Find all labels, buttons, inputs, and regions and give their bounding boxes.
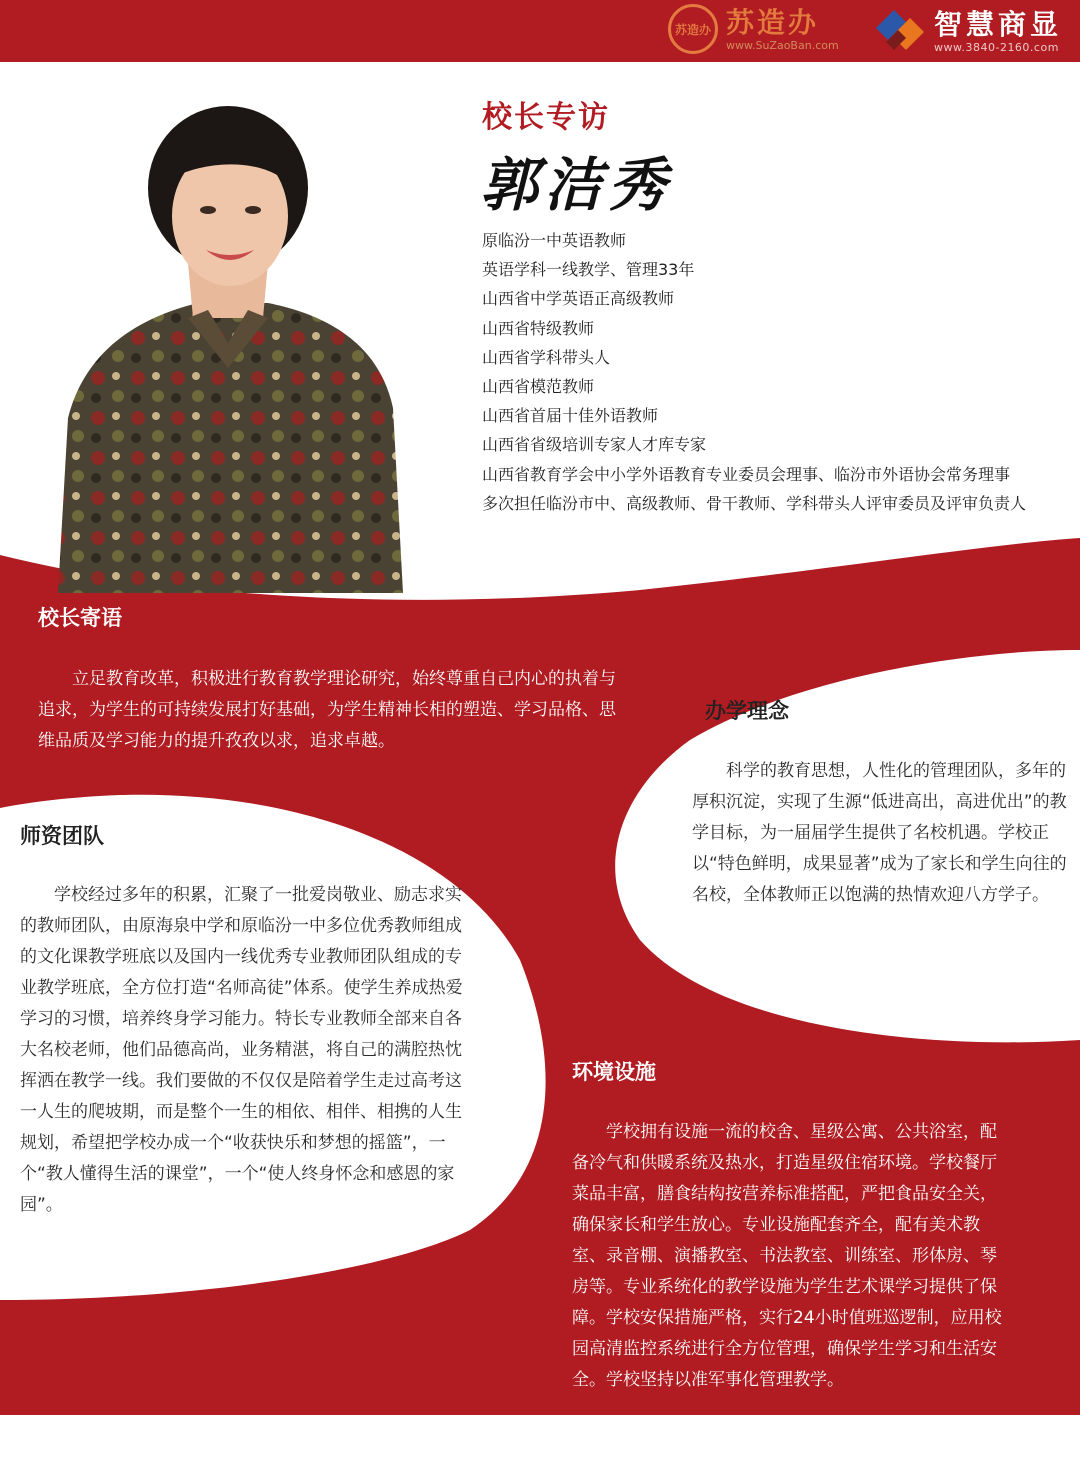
brand-logo-suzaoban[interactable] (668, 4, 839, 54)
credential-item: 山西省首届十佳外语教师 (482, 406, 659, 426)
seal-text: 苏造办 (674, 22, 711, 37)
principal-name: 郭洁秀 (480, 151, 673, 219)
philosophy-body: 科学的教育思想，人性化的管理团队，多年的厚积沉淀，实现了生源“低进高出，高进优出”的教学目标，为一届届学生提供了名校机遇。学校正以“特色鲜明，成果显著”成为了家长和学生向往的名校，全体教师正以饱满的热情欢迎八方学子。 (692, 761, 1067, 905)
credential-item: 多次担任临汾市中、高级教师、骨干教师、学科带头人评审委员及评审负责人 (482, 493, 1027, 513)
credential-item: 山西省省级培训专家人才库专家 (482, 435, 707, 455)
message-body: 立足教育改革，积极进行教育教学理论研究，始终尊重自己内心的执着与追求，为学生的可持续发展打好基础，为学生精神长相的塑造、学习品格、思维品质及学习能力的提升孜孜以求，追求卓越。 (38, 669, 616, 751)
credential-item: 原临汾一中英语教师 (482, 231, 627, 250)
brand-url: www.SuZaoBan.com (726, 38, 839, 52)
credential-list (482, 226, 1026, 518)
credential-item: 山西省教育学会中小学外语教育专业委员会理事、临汾市外语协会常务理事 (482, 464, 1011, 484)
credential-item: 山西省学科带头人 (482, 347, 611, 367)
principal-portrait (48, 88, 408, 593)
philosophy-heading: 办学理念 (705, 699, 789, 723)
brand-name-2: 智慧商显 (934, 7, 1063, 41)
facilities-heading: 环境设施 (572, 1060, 656, 1084)
brand-logo-zhihui[interactable] (872, 6, 1062, 56)
credential-item: 山西省特级教师 (482, 318, 595, 338)
section-kicker: 校长专访 (482, 100, 610, 135)
footer-gap (0, 1415, 1080, 1475)
faculty-body: 学校经过多年的积累，汇聚了一批爱岗敬业、励志求实的教师团队，由原海泉中学和原临汾一中多位优秀教师组成的文化课教学班底以及国内一线优秀专业教师团队组成的专业教学班底，全方位打造“名师高徒”体系。使学生养成热爱学习的习惯，培养终身学习能力。特长专业教师全部来自各大名校老师，他们品德高尚，业务精湛，将自己的满腔热忱挥洒在教学一线。我们要做的不仅仅是陪着学生走过高考这一人生的爬坡期，而是整个一生的相依、相伴、相携的人生规划，希望把学校办成一个“收获快乐和梦想的摇篮”，一个“教人懂得生活的课堂”，一个“使人终身怀念和感恩的家园”。 (20, 885, 463, 1215)
seal-icon (668, 4, 718, 54)
facilities-body: 学校拥有设施一流的校舍、星级公寓、公共浴室，配备冷气和供暖系统及热水，打造星级住宿环境。学校餐厅菜品丰富，膳食结构按营养标准搭配，严把食品安全关，确保家长和学生放心。专业设施配套齐全，配有美术教室、录音棚、演播教室、书法教室、训练室、形体房、琴房等。专业系统化的教学设施为学生艺术课学习提供了保障。学校安保措施严格，实行24小时值班巡逻制，应用校园高清监控系统进行全方位管理，确保学生学习和生活安全。学校坚持以准军事化管理教学。 (572, 1122, 1002, 1390)
diamond-logo-icon (872, 6, 928, 56)
brand-name: 苏造办 (726, 5, 820, 39)
faculty-heading: 师资团队 (20, 824, 104, 848)
credential-item: 山西省模范教师 (482, 377, 595, 397)
message-heading: 校长寄语 (38, 606, 122, 630)
brand-url-2: www.3840-2160.com (934, 40, 1059, 54)
credential-item: 山西省中学英语正高级教师 (482, 289, 675, 309)
credential-item: 英语学科一线教学、管理33年 (482, 260, 695, 280)
